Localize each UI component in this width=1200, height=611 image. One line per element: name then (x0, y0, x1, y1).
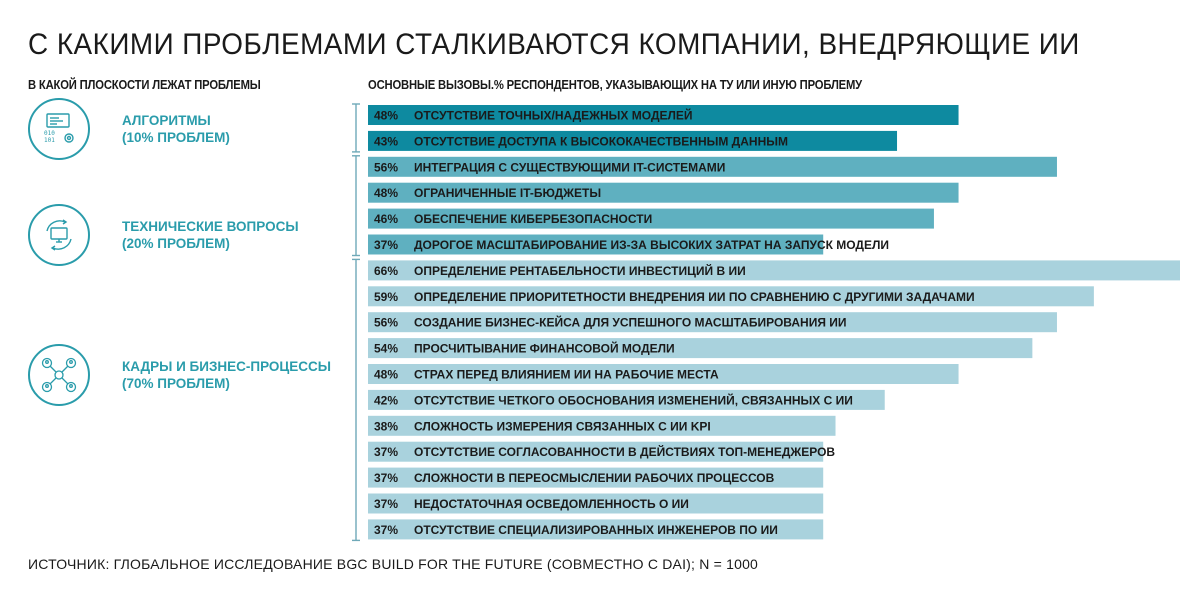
bar-category-label: СЛОЖНОСТЬ ИЗМЕРЕНИЯ СВЯЗАННЫХ С ИИ KPI (414, 419, 711, 434)
bar-category-label: ОТСУТСТВИЕ СОГЛАСОВАННОСТИ В ДЕЙСТВИЯХ ТОП-МЕНЕДЖЕРОВ (414, 445, 836, 460)
svg-text:101: 101 (44, 137, 55, 144)
bar-value-label: 48% (374, 186, 399, 201)
group-technical (28, 204, 299, 266)
algorithm-icon (28, 98, 90, 160)
bar-value-label: 66% (374, 263, 399, 278)
bar-category-label: ПРОСЧИТЫВАНИЕ ФИНАНСОВОЙ МОДЕЛИ (414, 341, 675, 356)
bar-category-label: ОБЕСПЕЧЕНИЕ КИБЕРБЕЗОПАСНОСТИ (414, 212, 653, 227)
group-share: (20% ПРОБЛЕМ) (122, 236, 230, 251)
bar-category-label: СОЗДАНИЕ БИЗНЕС-КЕЙСА ДЛЯ УСПЕШНОГО МАСШТАБИРОВАНИЯ ИИ (414, 315, 847, 330)
bar-value-label: 56% (374, 160, 399, 175)
bar-chart (340, 100, 1190, 545)
group-share: (70% ПРОБЛЕМ) (122, 376, 230, 391)
bar-category-label: ОГРАНИЧЕННЫЕ IT-БЮДЖЕТЫ (414, 186, 602, 201)
bar-value-label: 48% (374, 108, 399, 123)
page-title: С КАКИМИ ПРОБЛЕМАМИ СТАЛКИВАЮТСЯ КОМПАНИИ, ВНЕДРЯЮЩИЕ ИИ (28, 28, 1080, 61)
bar-category-label: ОТСУТСТВИЕ ЧЕТКОГО ОБОСНОВАНИЯ ИЗМЕНЕНИЙ, СВЯЗАННЫХ С ИИ (414, 393, 853, 408)
bar-value-label: 48% (374, 367, 399, 382)
people-network-icon (28, 344, 90, 406)
bar-category-label: ОТСУТСТВИЕ СПЕЦИАЛИЗИРОВАННЫХ ИНЖЕНЕРОВ ПО ИИ (414, 522, 778, 537)
tech-cycle-icon (28, 204, 90, 266)
bar-value-label: 37% (374, 497, 399, 511)
group-people-processes (28, 344, 331, 406)
bar-value-label: 42% (374, 393, 399, 408)
bar-category-label: СЛОЖНОСТИ В ПЕРЕОСМЫСЛЕНИИ РАБОЧИХ ПРОЦЕССОВ (414, 471, 775, 486)
group-name: ТЕХНИЧЕСКИЕ ВОПРОСЫ (122, 219, 299, 234)
bar-value-label: 46% (374, 212, 399, 227)
source-note: ИСТОЧНИК: ГЛОБАЛЬНОЕ ИССЛЕДОВАНИЕ BGC BUILD FOR THE FUTURE (СОВМЕСТНО С DAI); N = 1000 (28, 556, 759, 572)
right-column-header: ОСНОВНЫЕ ВЫЗОВЫ.% РЕСПОНДЕНТОВ, УКАЗЫВАЮЩИХ НА ТУ ИЛИ ИНУЮ ПРОБЛЕМУ (368, 78, 863, 92)
bar-category-label: СТРАХ ПЕРЕД ВЛИЯНИЕМ ИИ НА РАБОЧИЕ МЕСТА (414, 367, 719, 382)
bar-value-label: 59% (374, 289, 399, 304)
group-name: КАДРЫ И БИЗНЕС-ПРОЦЕССЫ (122, 359, 332, 374)
group-algorithms (28, 98, 230, 160)
bar-value-label: 56% (374, 315, 399, 330)
bar-value-label: 54% (374, 341, 399, 356)
bar-category-label: ДОРОГОЕ МАСШТАБИРОВАНИЕ ИЗ-ЗА ВЫСОКИХ ЗАТРАТ НА ЗАПУСК МОДЕЛИ (414, 238, 890, 252)
bar-category-label: ОПРЕДЕЛЕНИЕ ПРИОРИТЕТНОСТИ ВНЕДРЕНИЯ ИИ ПО СРАВНЕНИЮ С ДРУГИМИ ЗАДАЧАМИ (414, 289, 975, 304)
bar-value-label: 37% (374, 238, 399, 252)
bar-value-label: 37% (374, 471, 399, 486)
bar-category-label: НЕДОСТАТОЧНАЯ ОСВЕДОМЛЕННОСТЬ О ИИ (414, 497, 689, 511)
bar-category-label: ОПРЕДЕЛЕНИЕ РЕНТАБЕЛЬНОСТИ ИНВЕСТИЦИЙ В ИИ (414, 263, 746, 278)
group-name: АЛГОРИТМЫ (122, 113, 211, 128)
left-column-header: В КАКОЙ ПЛОСКОСТИ ЛЕЖАТ ПРОБЛЕМЫ (28, 78, 261, 92)
bar-value-label: 37% (374, 522, 399, 537)
bar-category-label: ОТСУТСТВИЕ ТОЧНЫХ/НАДЕЖНЫХ МОДЕЛЕЙ (414, 108, 693, 123)
svg-text:010: 010 (44, 130, 55, 137)
bar-value-label: 38% (374, 419, 399, 434)
bar-category-label: ИНТЕГРАЦИЯ С СУЩЕСТВУЮЩИМИ IT-СИСТЕМАМИ (414, 160, 726, 175)
bar-value-label: 37% (374, 445, 399, 460)
group-share: (10% ПРОБЛЕМ) (122, 130, 230, 145)
bar-category-label: ОТСУТСТВИЕ ДОСТУПА К ВЫСОКОКАЧЕСТВЕННЫМ ДАННЫМ (414, 134, 788, 149)
bar-value-label: 43% (374, 134, 399, 149)
